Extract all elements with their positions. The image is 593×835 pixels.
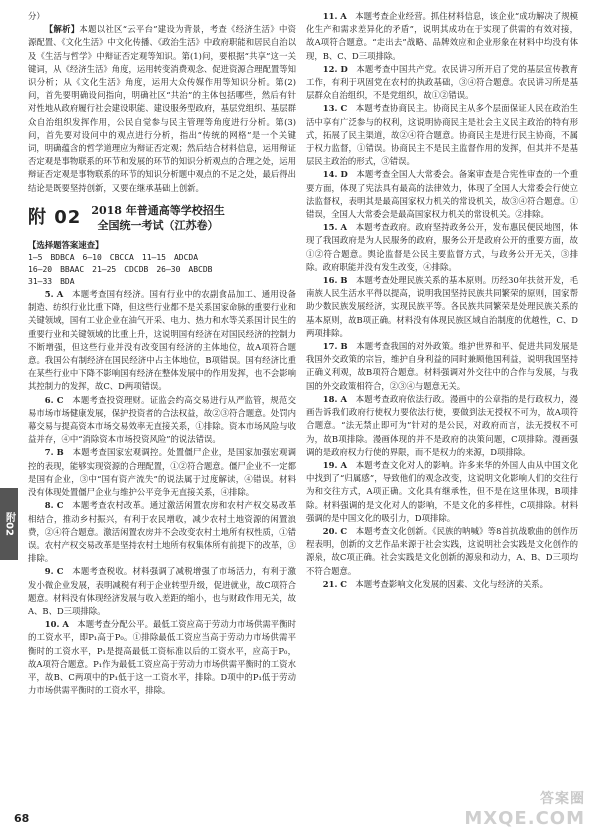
explanation-10: [28, 618, 296, 697]
explanation-21: [306, 578, 578, 591]
explanation-16: [306, 274, 578, 340]
question-number: 6. C: [44, 394, 64, 405]
explanation-14: [306, 168, 578, 221]
explanation-text: 本题考查全国人大常委会。备案审查是合宪性审查的一个重要方面，体现了宪法具有最高的法律效力，体现了全国人大常委会行使立法监督权，表明其是最高国家权力机关的常设机关，故③④符合题意。①错误，全国人大常委会是最高国家权力机关的常设机关。②排除。: [306, 169, 579, 220]
section-title: [91, 203, 224, 233]
section-badge: 附 02: [28, 207, 82, 229]
section-title-line2: 全国统一考试（江苏卷）: [97, 218, 219, 232]
watermark-top: 答案圈: [540, 791, 585, 807]
question-number: 12. D: [322, 63, 348, 74]
question-number: 7. B: [44, 447, 64, 458]
explanation-12: [306, 63, 578, 103]
section-header: [28, 203, 296, 233]
para-text: 分）: [28, 11, 45, 21]
question-number: 19. A: [322, 459, 347, 470]
explanation-7: [28, 446, 296, 499]
explanation-20: [306, 525, 578, 578]
left-column: [28, 10, 296, 697]
question-number: 5. A: [44, 289, 64, 300]
question-number: 8. C: [44, 500, 64, 511]
explanation-text: 本题考查国有经济。国有行业中的农副食品加工、通用设备制造、纺织行业比重下降，但这些行业都不是关系国家命脉的重要行业和关键领域，国有工业企业在油气开采、电力、热力和水等关系国计民生的重要行业和关键领域的比重上升，这说明国有经济在对国民经济的控制力不断增强，但这些行业并没有改变国有经济的主体地位，故A项符合题意。我国公有制经济在国民经济中占主体地位，B项错误。国有经济比重在某些行业中下降不影响国有经济在整体发展中的作用发挥，也不会影响其控制力的发挥，故C、D两项错误。: [28, 289, 296, 392]
question-number: 20. C: [322, 525, 348, 536]
explanation-11: [306, 10, 578, 63]
question-number: 16. B: [322, 275, 348, 286]
explanation-text: 本题考查分配公平。最低工资应高于劳动力市场供需平衡时的工资水平，即P₁高于P₀。①排除最低工资应当高于劳动力市场供需平衡时的工资水平，P₁是提高最低工资标准以后的工资水平，应高于P₀，故A项符合题意。P₁作为最低工资应高于劳动力市场供需平衡时的工资水平，故B、C两项中的P₁低于这一工资水平，排除。D项中的P₁低于劳动力市场供需平衡时的工资水平，排除。: [28, 619, 297, 696]
section-title-line1: 2018 年普通高等学校招生: [91, 203, 225, 217]
explanation-15: [306, 221, 578, 274]
watermark-bottom: MXQE.COM: [464, 808, 585, 829]
explanation-text: 本题考查农村改革。通过激活闲置农房和农村产权交易改革相结合，推动乡村振兴，有利于农民增收，减少农村土地资源的闲置浪费，②④符合题意。激活闲置农房并不会改变农村土地所有权性质，①错误。农村产权交易改革是坚持农村土地所有权集体所有前提下的改革，③排除。: [28, 500, 297, 564]
answer-key-header: 【选择题答案速查】: [28, 239, 104, 250]
explanation-text: 本题考查企业经营。抓住材料信息，该企业“成功解决了规模化生产和需求差异化的矛盾”，说明其成功在于实现了供需的有效对接，故A项符合题意。“走出去”战略、品牌效应和企业形象在材料中均没有体现，B、C、D三项排除。: [306, 11, 579, 61]
question-number: 17. B: [322, 341, 348, 352]
right-column: [306, 10, 578, 591]
para-tag: 【解析】: [44, 24, 80, 35]
explanation-text: 本题考查影响文化发展的因素、文化与经济的关系。: [355, 578, 548, 589]
explanation-9: [28, 565, 296, 618]
explanation-text: 本题考查协商民主。协商民主从多个层面保证人民在政治生活中享有广泛参与的权利，这说明协商民主是社会主义民主政治的特有形式，拓展了民主渠道，故②④符合题意。协商民主是进行民主协商，不属于权力监督，①错误。协商民主不是民主监督作用的发挥，但其并不是基层民主政治的形式，③错误。: [306, 103, 579, 167]
watermark-logo: [464, 788, 585, 829]
explanation-text: 本题考查文化创新。《民族的呐喊》等8首抗战歌曲的创作历程表明，创新的文艺作品来源于社会实践，这说明社会实践是文化创作的源泉，故C项正确。社会实践是文化创新的源泉和动力，A、B、D三项均不符合题意。: [306, 525, 579, 576]
explanation-text: 本题考查文化对人的影响。许多来华的外国人由从中国文化中找到了“归属感”，导致他们的观念改变，这说明文化影响人们的交往行为和交往方式，A项正确。文化具有继承性，但不是在这里体现，B项排除。材料强调的是文化对人的影响，不是文化的多样性，C项排除。材料强调的是中国文化的吸引力，D项排除。: [306, 459, 579, 523]
left-para-0: [28, 10, 296, 23]
explanation-8: [28, 499, 296, 565]
left-para-1: [28, 23, 296, 195]
page-number: 68: [14, 812, 30, 825]
explanation-17: [306, 340, 578, 393]
question-number: 18. A: [322, 393, 347, 404]
explanation-text: 本题考查政府。政府坚持政务公开，发布惠民便民地图，体现了我国政府是为人民服务的政府，服务公开是政府公开的重要方面，故①②符合题意。舆论监督是公民主要监督方式，与政务公开无关，③排除。政府职能并没有发生改变，④排除。: [306, 222, 579, 272]
explanation-text: 本题考查税收。材料强调了减税增强了市场活力，有利于激发小微企业发展，表明减税有利于企业转型升级，促进就业，故C项符合题意。材料没有体现经济发展与收入差距的缩小，也与财政作用无关，故A、B、D三项排除。: [28, 566, 297, 616]
side-tab: [0, 488, 18, 560]
answer-key-row: 1—5 BDBCA 6—10 CBCCA 11—15 ADCDA: [28, 253, 199, 263]
side-tab-label: 附02: [3, 512, 15, 536]
answer-key-row: 31—33 BDA: [28, 277, 75, 287]
explanation-text: 本题考查我国的对外政策。维护世界和平、促进共同发展是我国外交政策的宗旨，维护自身利益的同时兼顾他国利益，说明我国坚持正确义利观，故B项符合题意。材料强调对外交往中的合作与发展，与我国的外交政策相符合，②③④与题意无关。: [306, 341, 579, 391]
explanation-18: [306, 393, 578, 459]
question-number: 14. D: [322, 169, 348, 180]
explanation-19: [306, 459, 578, 525]
question-number: 10. A: [44, 619, 69, 630]
explanation-5: [28, 288, 296, 394]
answer-key-row: 16—20 BBAAC 21—25 CDCDB 26—30 ABCDB: [28, 265, 213, 275]
explanation-text: 本题考查国家宏观调控。处置僵尸企业，是国家加强宏观调控的表现，能够实现资源的合理配置，①②符合题意。僵尸企业不一定都是国有企业，③中“国有资产流失”的说法属于过度解读，④错误。材料没有体现处置僵尸企业与维护公平竞争无直接关系，④排除。: [28, 447, 296, 498]
question-number: 9. C: [44, 566, 64, 577]
question-number: 11. A: [322, 11, 347, 21]
explanation-text: 本题考查处理民族关系的基本原则。历经30年扶贫开发，毛南族人民生活水平得以提高，说明我国坚持民族共同繁荣的原则，国家帮助少数民族发展经济，实现民族平等。各民族共同繁荣是处理民族关系的基本原则，故B项正确。材料没有体现民族区域自治制度的优越性，C、D两项排除。: [306, 275, 579, 338]
para-text: 本题以社区“云平台”建设为背景，考查《经济生活》中资源配置、《文化生活》中文化传播、《政治生活》中政府职能和居民自治以及《生活与哲学》中辩证否定观等知识。第(1)问，要根据“共享”这一关键词，从《经济生活》角度，运用转变消费观念、促进资源合理配置等知识分析；从《文化生活》角度，运用大众传媒作用等知识分析。第(2)问，首先要明确设问指向，明确社区“共治”的主体包括哪些，然后有针对性地从政府履行社会建设职能、建设服务型政府，基层党组织、基层群众自治组织发挥作用，公民自觉参与民主管理等角度进行分析。第(3)问，首先要对设问中的观点进行分析，指出“传统的网格”是一个关键词，明确蕴含的哲学道理应为辩证否定观；然后结合材料信息，运用辩证否定观是事物联系的环节和发展的环节的知识分析观点的合理之处，运用辩证否定观是事物联系的环节的知识分析题中观点的不足之处，最后得出结论是既要坚持创新，又要在继承基础上创新。: [28, 24, 297, 193]
question-number: 15. A: [322, 222, 347, 233]
explanation-13: [306, 102, 578, 168]
question-number: 21. C: [322, 578, 347, 589]
question-number: 13. C: [322, 103, 348, 114]
explanation-text: 本题考查中国共产党。农民讲习所开启了党的基层宣传教育工作，有利于巩固党在农村的执政基础，③④符合题意。农民讲习所是基层群众自治组织，不是党组织，故①②错误。: [306, 63, 579, 101]
explanation-text: 本题考查政府依法行政。漫画中的公章指的是行政权力，漫画告诉我们政府行使权力要依法行使，要做到法无授权不可为，故A项符合题意。“法无禁止即可为”针对的是公民，对政府而言，法无授权不可为，故B项排除。漫画体现的并不是政府的决策问题，C项排除。漫画强调的是政府权力行使的界限，而不是权力的来源，D项排除。: [306, 393, 579, 457]
explanation-text: 本题考查投资理财。证监会约高交易进行从严监管，规范交易市场市场健康发展，保护投资者的合法权益，故②③符合题意。处罚内幕交易与提高资本市场交易效率无直接关系，①排除。资本市场风险与收益并存，④中“消除资本市场投资风险”的说法错误。: [28, 394, 297, 445]
explanation-6: [28, 394, 296, 447]
